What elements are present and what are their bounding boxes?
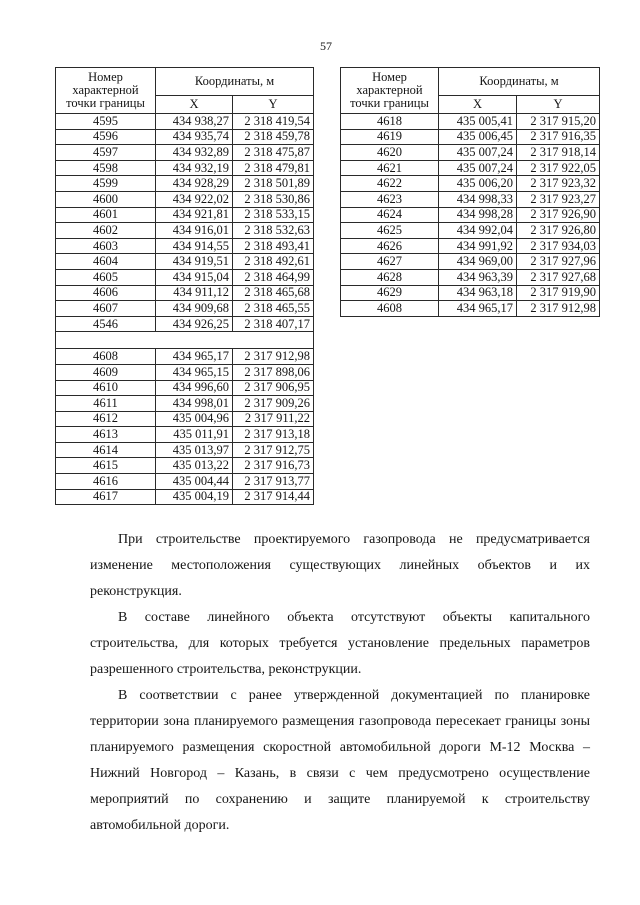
x-coordinate-cell: 434 911,12 [156, 285, 233, 301]
table-row [56, 489, 314, 505]
table-row [56, 238, 314, 254]
table-row [56, 316, 314, 332]
x-coordinate-cell: 434 963,39 [439, 269, 517, 285]
y-coordinate-cell: 2 317 927,68 [517, 269, 600, 285]
table-row [56, 474, 314, 490]
x-coordinate-cell: 435 005,41 [439, 114, 517, 130]
paragraph-line: мероприятий по сохранению и защите планируемой к строительству [90, 792, 590, 807]
y-coordinate-cell: 2 318 501,89 [233, 176, 314, 192]
y-coordinate-cell: 2 318 419,54 [233, 114, 314, 130]
point-number-cell: 4602 [56, 223, 156, 239]
header-point-number: Номер характерной точки границы [56, 68, 156, 114]
point-number-cell: 4616 [56, 474, 156, 490]
paragraph-line: При строительстве проектируемого газопровода не предусматривается [118, 532, 590, 547]
x-coordinate-cell: 434 919,51 [156, 254, 233, 270]
x-coordinate-cell: 434 921,81 [156, 207, 233, 223]
table-row [56, 191, 314, 207]
point-number-cell: 4619 [341, 129, 439, 145]
y-coordinate-cell: 2 318 465,55 [233, 301, 314, 317]
y-coordinate-cell: 2 317 914,44 [233, 489, 314, 505]
point-number-cell: 4615 [56, 458, 156, 474]
point-number-cell: 4624 [341, 207, 439, 223]
x-coordinate-cell: 435 006,20 [439, 176, 517, 192]
table-row [341, 145, 600, 161]
blank-separator-row [56, 332, 314, 349]
point-number-cell: 4546 [56, 316, 156, 332]
point-number-cell: 4608 [341, 301, 439, 317]
x-coordinate-cell: 434 991,92 [439, 238, 517, 254]
table-row [341, 191, 600, 207]
table-row [56, 223, 314, 239]
point-number-cell: 4609 [56, 364, 156, 380]
point-number-cell: 4596 [56, 129, 156, 145]
y-coordinate-cell: 2 318 532,63 [233, 223, 314, 239]
blank-cell [56, 332, 314, 349]
body-paragraph [90, 605, 590, 683]
x-coordinate-cell: 435 013,22 [156, 458, 233, 474]
x-coordinate-cell: 435 007,24 [439, 160, 517, 176]
y-coordinate-cell: 2 318 533,15 [233, 207, 314, 223]
point-number-cell: 4605 [56, 269, 156, 285]
paragraph-line: территории зона планируемого размещения газопровода пересекает границы зоны [90, 714, 590, 729]
x-coordinate-cell: 435 007,24 [439, 145, 517, 161]
x-coordinate-cell: 434 965,17 [439, 301, 517, 317]
point-number-cell: 4617 [56, 489, 156, 505]
table-row [341, 269, 600, 285]
paragraph-line: разрешенного строительства, реконструкции. [90, 662, 362, 677]
table-row [56, 442, 314, 458]
table-row [56, 349, 314, 365]
body-paragraph [90, 527, 590, 605]
coordinates-table-right [340, 67, 600, 317]
point-number-cell: 4622 [341, 176, 439, 192]
x-coordinate-cell: 434 922,02 [156, 191, 233, 207]
table-row [56, 176, 314, 192]
table-row [56, 160, 314, 176]
paragraph-line: автомобильной дороги. [90, 818, 230, 833]
y-coordinate-cell: 2 317 926,90 [517, 207, 600, 223]
y-coordinate-cell: 2 317 913,77 [233, 474, 314, 490]
x-coordinate-cell: 434 969,00 [439, 254, 517, 270]
table-row [56, 396, 314, 412]
coordinates-table-left [55, 67, 314, 505]
y-coordinate-cell: 2 318 407,17 [233, 316, 314, 332]
point-number-cell: 4598 [56, 160, 156, 176]
x-coordinate-cell: 434 938,27 [156, 114, 233, 130]
table-row [341, 114, 600, 130]
x-coordinate-cell: 434 965,17 [156, 349, 233, 365]
point-number-cell: 4600 [56, 191, 156, 207]
x-coordinate-cell: 434 998,01 [156, 396, 233, 412]
point-number-cell: 4603 [56, 238, 156, 254]
table-header [56, 68, 314, 114]
y-coordinate-cell: 2 318 459,78 [233, 129, 314, 145]
point-number-cell: 4599 [56, 176, 156, 192]
x-coordinate-cell: 434 915,04 [156, 269, 233, 285]
y-coordinate-cell: 2 318 465,68 [233, 285, 314, 301]
table-row [56, 207, 314, 223]
paragraph-line: В соответствии с ранее утвержденной документацией по планировке [118, 688, 590, 703]
y-coordinate-cell: 2 317 923,32 [517, 176, 600, 192]
y-coordinate-cell: 2 317 923,27 [517, 191, 600, 207]
x-coordinate-cell: 434 916,01 [156, 223, 233, 239]
y-coordinate-cell: 2 317 898,06 [233, 364, 314, 380]
table-row [341, 223, 600, 239]
point-number-cell: 4614 [56, 442, 156, 458]
x-coordinate-cell: 434 926,25 [156, 316, 233, 332]
x-coordinate-cell: 434 932,89 [156, 145, 233, 161]
table-row [341, 176, 600, 192]
table-row [56, 254, 314, 270]
point-number-cell: 4612 [56, 411, 156, 427]
table-row [341, 160, 600, 176]
table-row [56, 285, 314, 301]
y-coordinate-cell: 2 317 916,35 [517, 129, 600, 145]
paragraph-line: Нижний Новгород – Казань, в связи с чем предусмотрено осуществление [90, 766, 590, 781]
table-row [56, 145, 314, 161]
y-coordinate-cell: 2 318 530,86 [233, 191, 314, 207]
y-coordinate-cell: 2 318 475,87 [233, 145, 314, 161]
table-row [341, 207, 600, 223]
point-number-cell: 4595 [56, 114, 156, 130]
table-header-row [56, 68, 314, 96]
x-coordinate-cell: 434 965,15 [156, 364, 233, 380]
table-row [56, 301, 314, 317]
x-coordinate-cell: 434 914,55 [156, 238, 233, 254]
y-coordinate-cell: 2 317 912,75 [233, 442, 314, 458]
table-header [341, 68, 600, 114]
point-number-cell: 4606 [56, 285, 156, 301]
point-number-cell: 4621 [341, 160, 439, 176]
y-coordinate-cell: 2 318 464,99 [233, 269, 314, 285]
paragraph-line: планируемого размещения скоростной автомобильной дороги М-12 Москва – [90, 740, 590, 755]
x-coordinate-cell: 434 932,19 [156, 160, 233, 176]
x-coordinate-cell: 434 909,68 [156, 301, 233, 317]
table-row [341, 254, 600, 270]
table-row [56, 458, 314, 474]
x-coordinate-cell: 435 006,45 [439, 129, 517, 145]
x-coordinate-cell: 434 935,74 [156, 129, 233, 145]
paragraph-line: В составе линейного объекта отсутствуют объекты капитального [118, 610, 590, 625]
body-paragraph [90, 683, 590, 839]
x-coordinate-cell: 434 992,04 [439, 223, 517, 239]
y-coordinate-cell: 2 318 479,81 [233, 160, 314, 176]
table-row [341, 129, 600, 145]
x-coordinate-cell: 435 004,96 [156, 411, 233, 427]
x-coordinate-cell: 434 928,29 [156, 176, 233, 192]
header-y: Y [233, 96, 314, 114]
table-row [56, 269, 314, 285]
header-y: Y [517, 96, 600, 114]
table-row [56, 364, 314, 380]
x-coordinate-cell: 435 011,91 [156, 427, 233, 443]
x-coordinate-cell: 435 013,97 [156, 442, 233, 458]
y-coordinate-cell: 2 317 919,90 [517, 285, 600, 301]
table-row [56, 427, 314, 443]
point-number-cell: 4601 [56, 207, 156, 223]
body-text [90, 527, 590, 839]
y-coordinate-cell: 2 317 906,95 [233, 380, 314, 396]
point-number-cell: 4604 [56, 254, 156, 270]
header-point-number: Номер характерной точки границы [341, 68, 439, 114]
table-row [56, 411, 314, 427]
x-coordinate-cell: 434 998,33 [439, 191, 517, 207]
table-row [56, 380, 314, 396]
point-number-cell: 4623 [341, 191, 439, 207]
header-x: X [439, 96, 517, 114]
y-coordinate-cell: 2 317 918,14 [517, 145, 600, 161]
point-number-cell: 4607 [56, 301, 156, 317]
y-coordinate-cell: 2 317 912,98 [233, 349, 314, 365]
y-coordinate-cell: 2 317 934,03 [517, 238, 600, 254]
y-coordinate-cell: 2 317 915,20 [517, 114, 600, 130]
x-coordinate-cell: 434 996,60 [156, 380, 233, 396]
table-row [56, 114, 314, 130]
table-header-row [341, 68, 600, 96]
point-number-cell: 4629 [341, 285, 439, 301]
y-coordinate-cell: 2 317 926,80 [517, 223, 600, 239]
point-number-cell: 4627 [341, 254, 439, 270]
point-number-cell: 4628 [341, 269, 439, 285]
x-coordinate-cell: 435 004,44 [156, 474, 233, 490]
table-row [341, 301, 600, 317]
y-coordinate-cell: 2 317 927,96 [517, 254, 600, 270]
header-coordinates: Координаты, м [439, 68, 600, 96]
paragraph-line: строительства, для которых требуется установление предельных параметров [90, 636, 590, 651]
y-coordinate-cell: 2 317 913,18 [233, 427, 314, 443]
y-coordinate-cell: 2 317 909,26 [233, 396, 314, 412]
header-coordinates: Координаты, м [156, 68, 314, 96]
paragraph-line: изменение местоположения существующих линейных объектов и их [90, 558, 590, 573]
x-coordinate-cell: 435 004,19 [156, 489, 233, 505]
point-number-cell: 4620 [341, 145, 439, 161]
y-coordinate-cell: 2 317 911,22 [233, 411, 314, 427]
table-row [56, 129, 314, 145]
x-coordinate-cell: 434 963,18 [439, 285, 517, 301]
point-number-cell: 4618 [341, 114, 439, 130]
header-x: X [156, 96, 233, 114]
y-coordinate-cell: 2 318 492,61 [233, 254, 314, 270]
point-number-cell: 4610 [56, 380, 156, 396]
point-number-cell: 4613 [56, 427, 156, 443]
point-number-cell: 4597 [56, 145, 156, 161]
table-body [56, 114, 314, 505]
x-coordinate-cell: 434 998,28 [439, 207, 517, 223]
table-body [341, 114, 600, 317]
page-number: 57 [320, 39, 332, 53]
table-row [341, 285, 600, 301]
point-number-cell: 4608 [56, 349, 156, 365]
point-number-cell: 4626 [341, 238, 439, 254]
y-coordinate-cell: 2 317 922,05 [517, 160, 600, 176]
table-row [341, 238, 600, 254]
y-coordinate-cell: 2 317 912,98 [517, 301, 600, 317]
point-number-cell: 4625 [341, 223, 439, 239]
paragraph-line: реконструкция. [90, 584, 182, 599]
y-coordinate-cell: 2 318 493,41 [233, 238, 314, 254]
point-number-cell: 4611 [56, 396, 156, 412]
y-coordinate-cell: 2 317 916,73 [233, 458, 314, 474]
